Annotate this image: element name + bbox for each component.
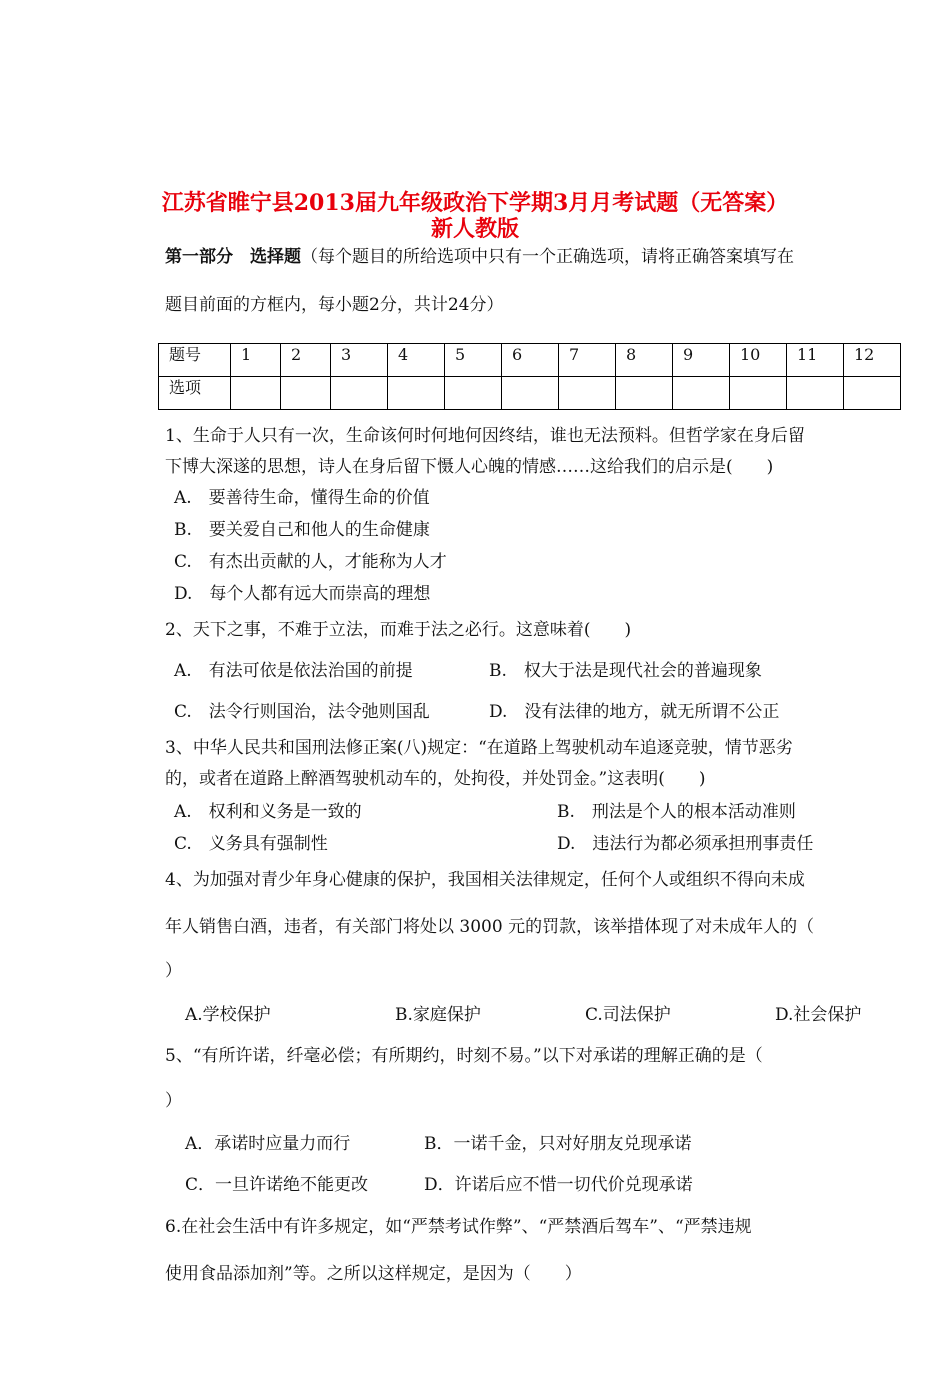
answer-table-row-label: 题号 xyxy=(159,344,231,377)
question-5-option-b: B．一诺千金，只对好朋友兑现承诺 xyxy=(424,1134,692,1154)
question-2-option-b: B. 权大于法是现代社会的普遍现象 xyxy=(489,661,762,681)
answer-cell[interactable] xyxy=(331,377,388,410)
question-number-cell: 2 xyxy=(281,344,331,377)
question-5-line2: ） xyxy=(165,1091,182,1111)
question-1-option-a: A. 要善待生命，懂得生命的价值 xyxy=(174,488,430,508)
question-number-cell: 10 xyxy=(730,344,787,377)
answer-cell[interactable] xyxy=(231,377,281,410)
question-number-cell: 7 xyxy=(559,344,616,377)
answer-cell[interactable] xyxy=(844,377,901,410)
question-4-line2: 年人销售白酒，违者，有关部门将处以 3000 元的罚款，该举措体现了对未成年人的（ xyxy=(165,917,815,937)
section-label: 第一部分 选择题 xyxy=(165,247,301,267)
question-1-option-d: D. 每个人都有远大而崇高的理想 xyxy=(174,584,431,604)
question-4-option-a: A.学校保护 xyxy=(185,1005,271,1025)
question-1-line1: 1、生命于人只有一次，生命该何时何地何因终结，谁也无法预料。但哲学家在身后留 xyxy=(165,426,805,446)
question-4-line1: 4、为加强对青少年身心健康的保护，我国相关法律规定，任何个人或组织不得向未成 xyxy=(165,870,805,890)
question-5-line1: 5、“有所许诺，纤毫必偿；有所期约，时刻不易。”以下对承诺的理解正确的是（ xyxy=(165,1046,763,1066)
question-1-option-c: C. 有杰出贡献的人，才能称为人才 xyxy=(174,552,447,572)
question-3-option-b: B. 刑法是个人的根本活动准则 xyxy=(557,802,796,822)
answer-table-choice-row xyxy=(159,377,901,410)
question-number-cell: 12 xyxy=(844,344,901,377)
answer-cell[interactable] xyxy=(388,377,445,410)
answer-cell[interactable] xyxy=(787,377,844,410)
question-4-option-b: B.家庭保护 xyxy=(395,1005,481,1025)
question-number-cell: 8 xyxy=(616,344,673,377)
question-5-option-a: A．承诺时应量力而行 xyxy=(185,1134,351,1154)
question-number-cell: 3 xyxy=(331,344,388,377)
question-2-option-c: C. 法令行则国治，法令弛则国乱 xyxy=(174,702,430,722)
answer-cell[interactable] xyxy=(673,377,730,410)
question-3-option-a: A. 权利和义务是一致的 xyxy=(174,802,362,822)
question-6-line2: 使用食品添加剂”等。之所以这样规定，是因为（ ） xyxy=(165,1264,582,1284)
question-4-option-c: C.司法保护 xyxy=(585,1005,671,1025)
exam-title-line1: 江苏省睢宁县2013届九年级政治下学期3月月考试题（无答案） xyxy=(161,190,789,216)
question-3-option-c: C. 义务具有强制性 xyxy=(174,834,328,854)
question-number-cell: 11 xyxy=(787,344,844,377)
answer-cell[interactable] xyxy=(559,377,616,410)
question-number-cell: 9 xyxy=(673,344,730,377)
question-3-line1: 3、中华人民共和国刑法修正案(八)规定：“在道路上驾驶机动车追逐竞驶，情节恶劣 xyxy=(165,738,793,758)
question-2-line1: 2、天下之事，不难于立法，而难于法之必行。这意味着( ) xyxy=(165,620,632,640)
question-5-option-c: C．一旦许诺绝不能更改 xyxy=(185,1175,369,1195)
question-1-line2: 下博大深遂的思想，诗人在身后留下慑人心魄的情感……这给我们的启示是( ) xyxy=(165,457,774,477)
question-number-cell: 4 xyxy=(388,344,445,377)
question-3-line2: 的，或者在道路上醉酒驾驶机动车的，处拘役，并处罚金。”这表明( ) xyxy=(165,769,706,789)
answer-cell[interactable] xyxy=(730,377,787,410)
answer-cell[interactable] xyxy=(502,377,559,410)
question-2-option-a: A. 有法可依是依法治国的前提 xyxy=(174,661,413,681)
question-number-cell: 1 xyxy=(231,344,281,377)
answer-cell[interactable] xyxy=(281,377,331,410)
question-number-cell: 5 xyxy=(445,344,502,377)
question-4-line3: ） xyxy=(165,961,182,981)
question-6-line1: 6.在社会生活中有许多规定，如“严禁考试作弊”、“严禁酒后驾车”、“严禁违规 xyxy=(165,1217,752,1237)
section-instruction-line1 xyxy=(165,246,794,268)
question-3-option-d: D. 违法行为都必须承担刑事责任 xyxy=(557,834,814,854)
question-1-option-b: B. 要关爱自己和他人的生命健康 xyxy=(174,520,430,540)
answer-table-row-label: 选项 xyxy=(159,377,231,410)
section-instruction-line2: 题目前面的方框内，每小题2分，共计24分） xyxy=(165,295,504,315)
answer-cell[interactable] xyxy=(616,377,673,410)
question-number-cell: 6 xyxy=(502,344,559,377)
question-4-option-d: D.社会保护 xyxy=(775,1005,862,1025)
answer-table xyxy=(158,343,901,410)
answer-table-number-row xyxy=(159,344,901,377)
question-2-option-d: D. 没有法律的地方，就无所谓不公正 xyxy=(489,702,780,722)
section-instruction-text: （每个题目的所给选项中只有一个正确选项，请将正确答案填写在 xyxy=(301,247,794,267)
answer-cell[interactable] xyxy=(445,377,502,410)
question-5-option-d: D．许诺后应不惜一切代价兑现承诺 xyxy=(424,1175,693,1195)
exam-title-line2: 新人教版 xyxy=(430,216,519,242)
